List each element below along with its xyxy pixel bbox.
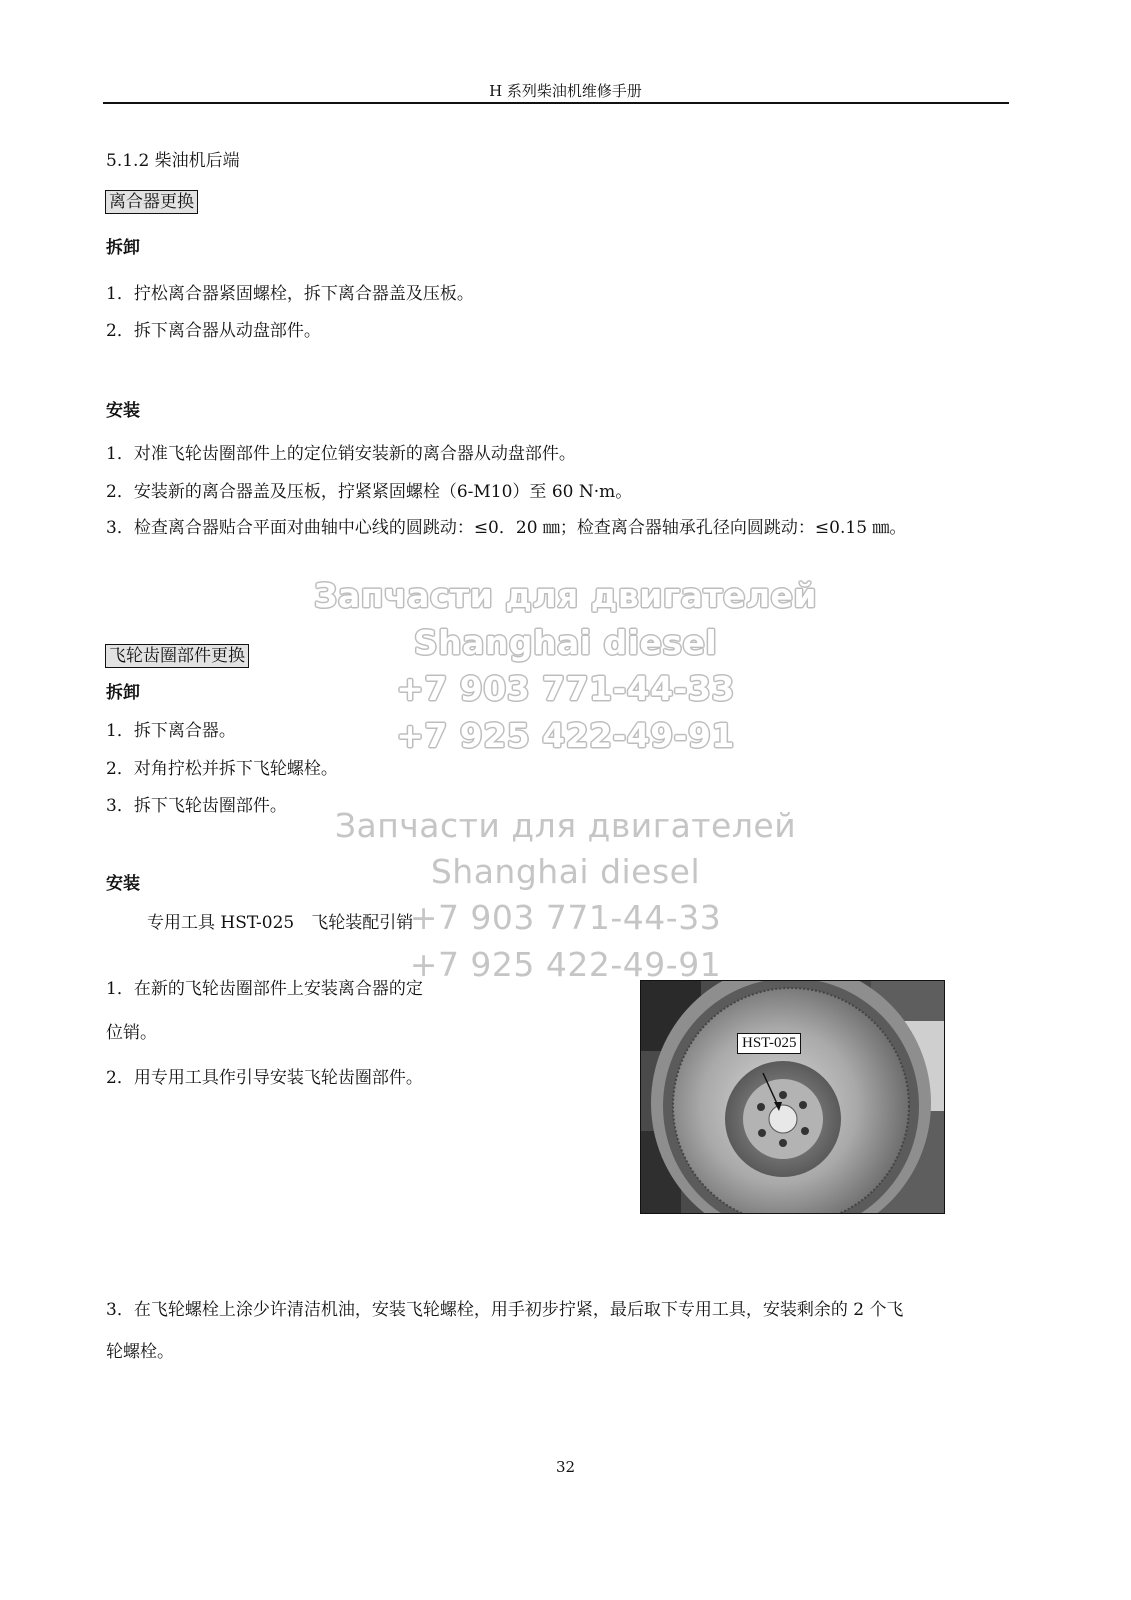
clutch-removal-step-1: 1．拧松离合器紧固螺栓，拆下离合器盖及压板。 — [106, 284, 474, 304]
flywheel-install-step-3-line-2: 轮螺栓。 — [106, 1342, 174, 1362]
clutch-removal-step-2: 2．拆下离合器从动盘部件。 — [106, 321, 321, 341]
clutch-install-step-1: 1．对准飞轮齿圈部件上的定位销安装新的离合器从动盘部件。 — [106, 444, 576, 464]
watermark-line-7: +7 903 771-44-33 — [409, 898, 722, 937]
flywheel-photo — [640, 980, 945, 1214]
clutch-install-step-3: 3．检查离合器贴合平面对曲轴中心线的圆跳动：≤0．20 ㎜；检查离合器轴承孔径向圆跳动：≤0.15 ㎜。 — [106, 518, 907, 538]
tool-callout-label: HST-025 — [737, 1033, 801, 1054]
watermark-line-6: Shanghai diesel — [430, 852, 701, 891]
flywheel-install-step-1-line-2: 位销。 — [106, 1023, 157, 1043]
flywheel-install-step-2: 2．用专用工具作引导安装飞轮齿圈部件。 — [106, 1068, 423, 1088]
watermark-line-1: Запчасти для двигателей — [313, 576, 818, 615]
watermark-line-2: Shanghai diesel — [413, 623, 718, 662]
flywheel-install-heading: 安装 — [106, 874, 140, 894]
clutch-removal-heading: 拆卸 — [106, 238, 140, 258]
flywheel-removal-heading: 拆卸 — [106, 683, 140, 703]
header-divider — [103, 102, 1009, 104]
clutch-install-step-2: 2．安装新的离合器盖及压板，拧紧紧固螺栓（6-M10）至 60 N·m。 — [106, 482, 633, 502]
flywheel-removal-step-2: 2．对角拧松并拆下飞轮螺栓。 — [106, 759, 338, 779]
flywheel-illustration — [641, 981, 944, 1213]
flywheel-removal-step-3: 3．拆下飞轮齿圈部件。 — [106, 796, 287, 816]
page-number: 32 — [555, 1458, 576, 1476]
watermark-line-8: +7 925 422-49-91 — [409, 945, 722, 984]
flywheel-install-step-3-line-1: 3．在飞轮螺栓上涂少许清洁机油，安装飞轮螺栓，用手初步拧紧，最后取下专用工具，安装剩余的 2 个飞 — [106, 1300, 904, 1320]
special-tool-line: 专用工具 HST-025 飞轮装配引销 — [147, 913, 414, 933]
watermark-line-3: +7 903 771-44-33 — [396, 669, 735, 708]
clutch-title: 离合器更换 — [105, 190, 198, 214]
section-heading: 5.1.2 柴油机后端 — [106, 151, 240, 171]
flywheel-install-step-1-line-1: 1．在新的飞轮齿圈部件上安装离合器的定 — [106, 979, 423, 999]
watermark-line-4: +7 925 422-49-91 — [396, 716, 735, 755]
flywheel-removal-step-1: 1．拆下离合器。 — [106, 721, 236, 741]
watermark-line-5: Запчасти для двигателей — [334, 806, 797, 845]
flywheel-title: 飞轮齿圈部件更换 — [105, 644, 249, 668]
clutch-title-box — [105, 187, 198, 212]
clutch-install-heading: 安装 — [106, 401, 140, 421]
running-header: H 系列柴油机维修手册 — [489, 82, 642, 100]
